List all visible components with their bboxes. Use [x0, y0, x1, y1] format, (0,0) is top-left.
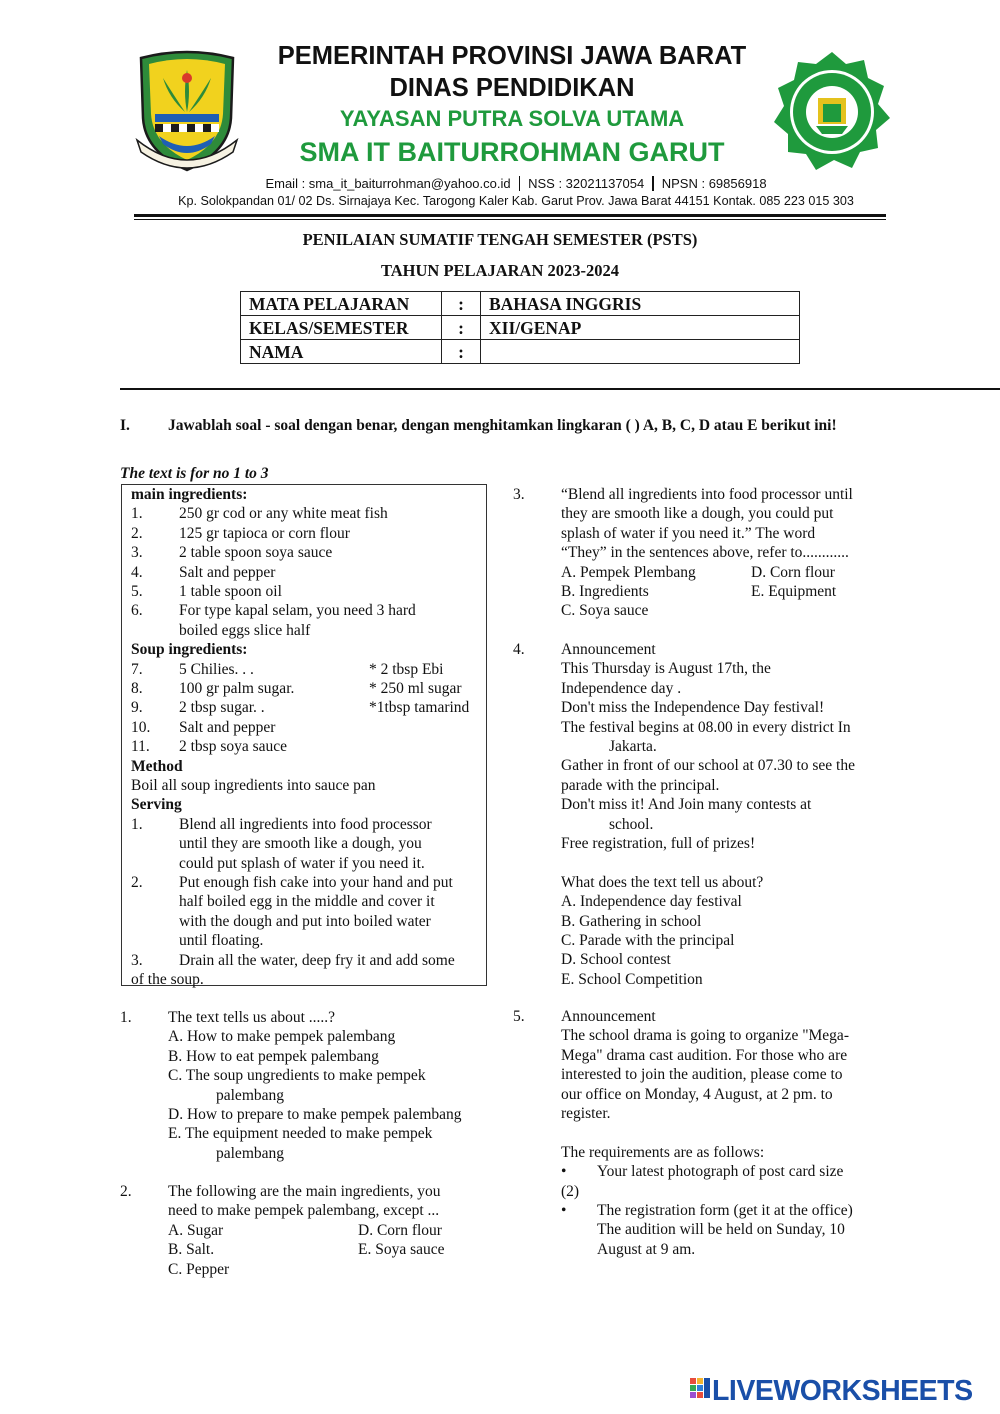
question-stem-continuation: splash of water if you need it.” The word [561, 524, 816, 542]
letterhead-nss: NSS : 32021137054 [528, 176, 645, 191]
announcement-text: Jakarta. [609, 738, 657, 755]
school-emblem-logo [768, 50, 896, 174]
liveworksheets-watermark [690, 1376, 990, 1406]
letterhead-npsn: NPSN : 69856918 [661, 176, 767, 191]
option-c[interactable]: C. The soup ungredients to make pempek [168, 1067, 426, 1085]
option-d[interactable]: D. School contest [561, 951, 671, 969]
letterhead-rule-thin [134, 219, 886, 220]
option-b[interactable]: B. Ingredients [561, 583, 649, 600]
announcement-text: The festival begins at 08.00 in every district In [561, 718, 851, 736]
question-2 [120, 1182, 500, 1282]
option-c[interactable]: C. Pepper [168, 1260, 230, 1278]
option-c-continuation: palembang [216, 1086, 285, 1104]
option-a[interactable]: A. How to make pempek palembang [168, 1028, 396, 1046]
question-number: 3. [513, 486, 525, 503]
announcement-text: Free registration, full of prizes! [561, 835, 756, 852]
info-row-name [241, 340, 800, 364]
question-1 [120, 1008, 500, 1168]
letterhead-contact-row [16, 176, 1000, 191]
announcement-text: parade with the principal. [561, 776, 720, 794]
option-e-continuation: palembang [216, 1144, 285, 1162]
info-label: MATA PELAJARAN [241, 292, 442, 316]
announcement-text: Don't miss it! And Join many contests at [561, 796, 812, 814]
question-stem-continuation: need to make pempek palembang, except ... [168, 1202, 440, 1220]
method-text: Boil all soup ingredients into sauce pan [131, 777, 376, 794]
question-3 [513, 485, 893, 625]
announcement-title: Announcement [561, 1008, 656, 1025]
option-a[interactable]: A. Sugar [168, 1221, 224, 1239]
option-b[interactable]: B. How to eat pempek palembang [168, 1047, 379, 1065]
info-colon: : [442, 316, 481, 340]
bullet-icon: • [561, 1202, 567, 1219]
announcement-text: The school drama is going to organize "Mega- [561, 1027, 849, 1045]
question-number: 5. [513, 1008, 525, 1025]
question-stem: The text tells us about .....? [168, 1009, 336, 1026]
option-c[interactable]: C. Parade with the principal [561, 932, 735, 949]
option-e[interactable]: E. The equipment needed to make pempek [168, 1125, 433, 1143]
info-label: KELAS/SEMESTER [241, 316, 442, 340]
info-colon: : [442, 340, 481, 364]
question-number: 2. [120, 1183, 132, 1200]
question-stem: “Blend all ingredients into food processor until [561, 486, 853, 503]
announcement-text: register. [561, 1105, 611, 1122]
info-value: XII/GENAP [481, 316, 800, 340]
letterhead-department: DINAS PENDIDIKAN [389, 74, 635, 102]
question-stem: What does the text tell us about? [561, 873, 764, 891]
bullet-icon: • [561, 1163, 567, 1181]
option-e[interactable]: E. School Competition [561, 970, 703, 988]
letterhead-school-name: SMA IT BAITURROHMAN GARUT [299, 137, 725, 167]
letterhead [0, 0, 1000, 225]
letterhead-government: PEMERINTAH PROVINSI JAWA BARAT [277, 42, 747, 70]
instruction-number: I. [120, 417, 130, 434]
letterhead-email: Email : sma_it_baiturrohman@yahoo.co.id [265, 176, 511, 191]
question-5 [513, 1007, 893, 1267]
method-heading: Method [131, 757, 183, 775]
announcement-text: our office on Monday, 4 August, at 2 pm. to [561, 1085, 833, 1103]
info-colon: : [442, 292, 481, 316]
requirement-item: Your latest photograph of post card size [597, 1163, 844, 1181]
letterhead-foundation: YAYASAN PUTRA SOLVA UTAMA [339, 106, 685, 131]
option-d[interactable]: D. Corn flour [358, 1221, 442, 1239]
option-d[interactable]: D. Corn flour [751, 563, 835, 581]
option-b[interactable]: B. Gathering in school [561, 912, 702, 930]
option-e[interactable]: E. Equipment [751, 583, 837, 600]
question-4 [513, 640, 893, 990]
section-divider [120, 388, 1000, 390]
info-row-class [241, 316, 800, 340]
announcement-title: Announcement [561, 641, 656, 658]
info-label: NAMA [241, 340, 442, 364]
option-d[interactable]: D. How to prepare to make pempek palembang [168, 1106, 462, 1123]
liveworksheets-wordmark: LIVEWORKSHEETS [712, 1375, 973, 1407]
question-stem-continuation: “They” in the sentences above, refer to............ [561, 544, 849, 562]
requirement-item-continuation: The audition will be held on Sunday, 10 [597, 1221, 845, 1239]
option-b[interactable]: B. Salt. [168, 1241, 215, 1259]
announcement-text: school. [609, 815, 654, 833]
question-stem-continuation: they are smooth like a dough, you could put [561, 505, 834, 523]
instruction-text: Jawablah soal - soal dengan benar, dengan menghitamkan lingkaran ( ) A, B, C, D atau E berikut ini! [168, 417, 837, 434]
info-row-subject [241, 292, 800, 316]
soup-ingredients-heading: Soup ingredients: [131, 641, 248, 659]
exam-title: PENILAIAN SUMATIF TENGAH SEMESTER (PSTS) [302, 230, 698, 249]
student-info-table [240, 291, 800, 364]
requirements-heading: The requirements are as follows: [561, 1143, 765, 1161]
text-reference-label: The text is for no 1 to 3 [120, 465, 269, 482]
letterhead-rule-thick [134, 214, 886, 217]
requirement-item-continuation: August at 9 am. [597, 1240, 696, 1258]
option-e[interactable]: E. Soya sauce [358, 1241, 445, 1259]
question-number: 1. [120, 1009, 132, 1026]
requirement-item-continuation: (2) [561, 1182, 580, 1200]
announcement-text: Don't miss the Independence Day festival! [561, 699, 825, 717]
requirement-item: The registration form (get it at the office) [597, 1202, 853, 1219]
option-a[interactable]: A. Pempek Plembang [561, 563, 696, 581]
option-c[interactable]: C. Soya sauce [561, 602, 649, 620]
option-a[interactable]: A. Independence day festival [561, 893, 742, 911]
info-value: BAHASA INGGRIS [481, 292, 800, 316]
name-field[interactable] [481, 340, 800, 364]
question-stem: The following are the main ingredients, you [168, 1183, 441, 1200]
exam-year: TAHUN PELAJARAN 2023-2024 [380, 261, 620, 280]
main-ingredients-heading: main ingredients: [131, 486, 248, 503]
announcement-text: This Thursday is August 17th, the [561, 660, 771, 678]
list-item-continuation: of the soup. [131, 971, 204, 988]
announcement-text: Independence day . [561, 679, 682, 697]
announcement-text: Gather in front of our school at 07.30 to see the [561, 757, 855, 775]
recipe-box: main ingredients: 1. 250 gr cod or any white meat fish 2. 125 gr tapioca or corn flour 3. 2 table spoon soya sauce 4. Salt and pepper 5. 1 table spoon oil 6. For type kapal selam, you need 3 hard boiled eggs slice half Soup ingredients: 7. 5 Chilies. . . * 2 tbsp Ebi 8. 100 gr palm sugar. * 250 ml sugar 9. 2 tbsp sugar. . *1tbsp tamarind 10. Salt and pepper 11. 2 tbsp soya sauce Method Boil all soup ingredients into sauce pan Serving 1. Blend all ingredients into food processor until they are smooth like a dough, you could put splash of water if you need it. 2. Put enough fish cake into your hand and put half boiled egg in the middle and cover it with the dough and put into boiled water until floating. 3. Drain all the water, deep fry it and add some of the soup. [121, 484, 487, 986]
announcement-text: Mega" drama cast audition. For those who are [561, 1046, 848, 1064]
serving-heading: Serving [131, 796, 182, 814]
liveworksheets-logo-icon [690, 1378, 710, 1402]
announcement-text: interested to join the audition, please come to [561, 1066, 843, 1084]
letterhead-address: Kp. Solokpandan 01/ 02 Ds. Sirnajaya Kec. Tarogong Kaler Kab. Garut Prov. Jawa Barat 44151 Kontak. 085 223 015 303 [178, 194, 854, 208]
question-number: 4. [513, 641, 525, 658]
